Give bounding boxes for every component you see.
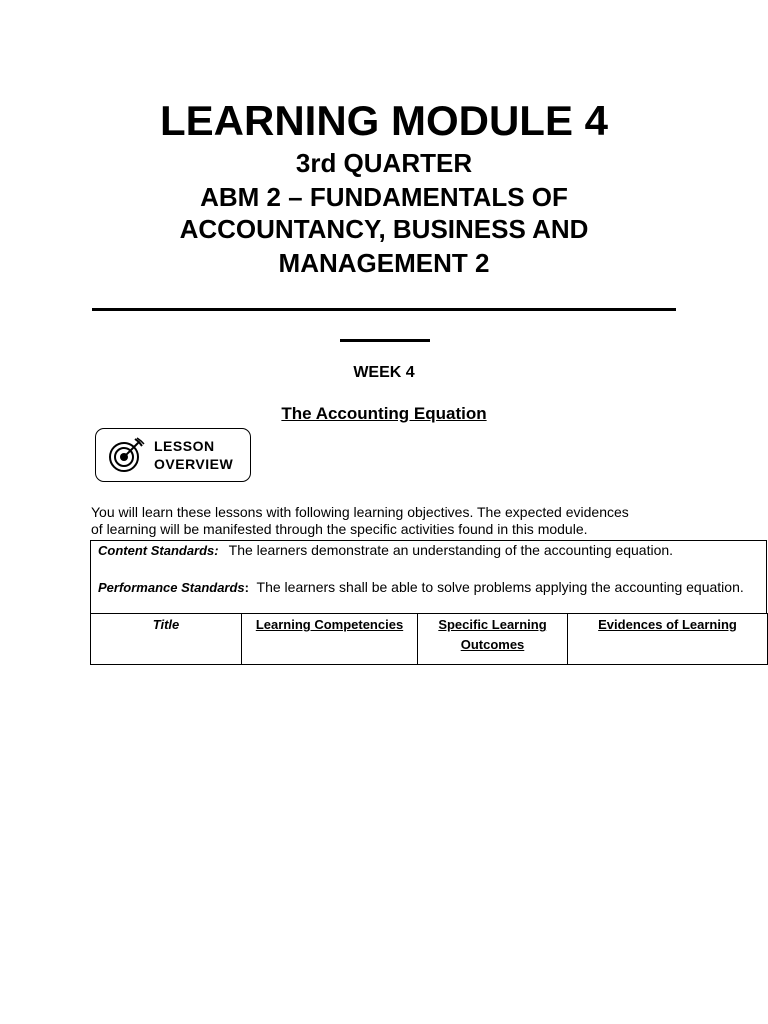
lesson-overview-badge xyxy=(95,428,251,482)
competency-table xyxy=(90,613,768,665)
target-icon xyxy=(106,435,146,475)
table-header-evidences: Evidences of Learning xyxy=(568,614,768,665)
course-title-line1: ABM 2 – FUNDAMENTALS OF xyxy=(200,182,568,212)
table-header-outcomes: Specific Learning Outcomes xyxy=(418,614,568,665)
divider-short xyxy=(340,339,430,342)
lesson-title: The Accounting Equation xyxy=(281,404,487,423)
module-title: LEARNING MODULE 4 xyxy=(159,97,608,144)
intro-line: of learning will be manifested through the specific activities found in this module. xyxy=(91,521,588,537)
divider-long xyxy=(92,308,676,311)
table-header-row xyxy=(91,614,768,665)
performance-standards-label: Performance Standards xyxy=(98,580,245,595)
standards-box xyxy=(90,540,767,614)
content-standards: Content Standards: The learners demonstrate an understanding of the accounting equation. xyxy=(98,542,674,558)
content-standards-text: The learners demonstrate an understanding of the accounting equation. xyxy=(228,542,674,558)
intro-line: You will learn these lessons with following learning objectives. The expected evidences xyxy=(91,504,629,520)
intro-paragraph xyxy=(91,504,751,538)
course-title-line2: ACCOUNTANCY, BUSINESS AND xyxy=(179,214,589,244)
quarter-heading: 3rd QUARTER xyxy=(295,148,473,178)
course-title-line3: MANAGEMENT 2 xyxy=(278,248,490,278)
performance-standards-text: The learners shall be able to solve problems applying the accounting equation. xyxy=(256,579,744,595)
performance-standards: Performance Standards: The learners shall be able to solve problems applying the accounting equation. xyxy=(98,579,744,595)
table-header-competencies: Learning Competencies xyxy=(242,614,418,665)
content-standards-label: Content Standards xyxy=(98,543,215,558)
week-label: WEEK 4 xyxy=(353,364,415,381)
lesson-overview-label: LESSON OVERVIEW xyxy=(154,438,234,472)
table-header-title: Title xyxy=(91,614,242,665)
